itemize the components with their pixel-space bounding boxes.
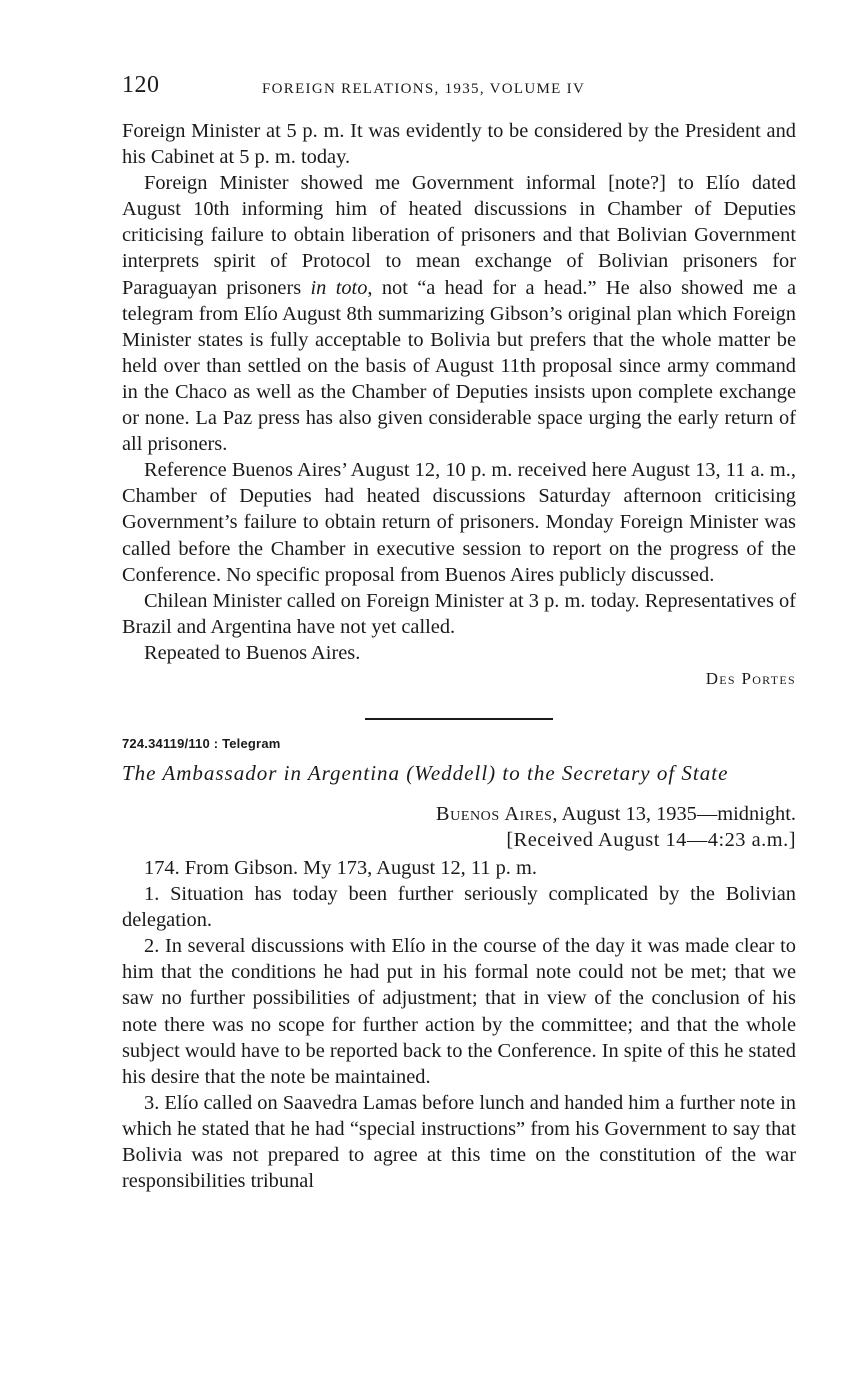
- paragraph: Repeated to Buenos Aires.: [144, 641, 361, 664]
- document-page: [122, 72, 796, 1194]
- paragraph-text: , not “a head for a head.” He also showed me a telegram from Elío August 8th summarizing Gibson’s original plan which Foreign Minister states is fully acceptable to Bolivia but prefers that the whole matter be held over than settled on the basis of August 11th proposal since army command in the Chaco as well as the Chamber of Deputies insists upon complete exchange or none. La Paz press has also given considerable space urging the early return of all prisoners.: [122, 276, 797, 456]
- paragraph: 2. In several discussions with Elío in the course of the day it was made clear to him that the conditions he had put in his formal note could not be met; that we saw no further possibilities of adjustment; that in view of the conclusion of his note there was no scope for further action by the committee; and that the whole subject would have to be reported back to the Conference. In spite of this he stated his desire that the note be maintained.: [122, 935, 796, 1088]
- paragraph: 1. Situation has today been further seriously complicated by the Bolivian delegation.: [122, 883, 796, 932]
- section-divider: [365, 718, 553, 720]
- paragraph: Reference Buenos Aires’ August 12, 10 p. m. received here August 13, 11 a. m., Chamber of Deputies had heated discussions Saturday afternoon criticising Government’s failure to obtain return of prisoners. Monday Foreign Minister was called before the Chamber in executive session to report on the progress of the Conference. No specific proposal from Buenos Aires publicly discussed.: [122, 459, 796, 586]
- italic-phrase: in toto: [310, 276, 368, 299]
- paragraph: 3. Elío called on Saavedra Lamas before lunch and handed him a further note in which he stated that he had “special instructions” from his Government to say that Bolivia was not prepared to agree at this time on the constitution of the war responsibilities tribunal: [122, 1091, 796, 1193]
- page-number: 120: [122, 72, 160, 98]
- paragraph-text: Foreign Minister showed me Government informal [note?] to Elío dated August 10th informing him of heated discussions in Chamber of Deputies criticising failure to obtain liberation of prisoners and that Bolivian Government interprets spirit of Protocol to mean exchange of Bolivian prisoners for Paraguayan prisoners: [122, 172, 796, 299]
- paragraph: Chilean Minister called on Foreign Minister at 3 p. m. today. Representatives of Brazil and Argentina have not yet called.: [122, 589, 796, 638]
- document-heading: The Ambassador in Argentina (Weddell) to the Secretary of State: [122, 760, 729, 785]
- signature: Des Portes: [705, 668, 796, 688]
- file-reference: 724.34119/110 : Telegram: [122, 735, 281, 751]
- running-title: FOREIGN RELATIONS, 1935, VOLUME IV: [262, 81, 586, 97]
- dateline: [122, 801, 796, 827]
- paragraph: 174. From Gibson. My 173, August 12, 11 p. m.: [144, 856, 537, 879]
- dateline-place: Buenos Aires: [435, 802, 553, 825]
- telegram-document: [122, 736, 796, 1194]
- telegram-continuation: [122, 118, 796, 692]
- paragraph: [122, 170, 796, 457]
- running-head: [122, 72, 796, 106]
- dateline-date: , August 13, 1935—midnight.: [552, 802, 796, 825]
- received-line: [Received August 14—4:23 a.m.]: [506, 828, 796, 851]
- paragraph: Foreign Minister at 5 p. m. It was evidently to be considered by the President and his Cabinet at 5 p. m. today.: [122, 120, 796, 169]
